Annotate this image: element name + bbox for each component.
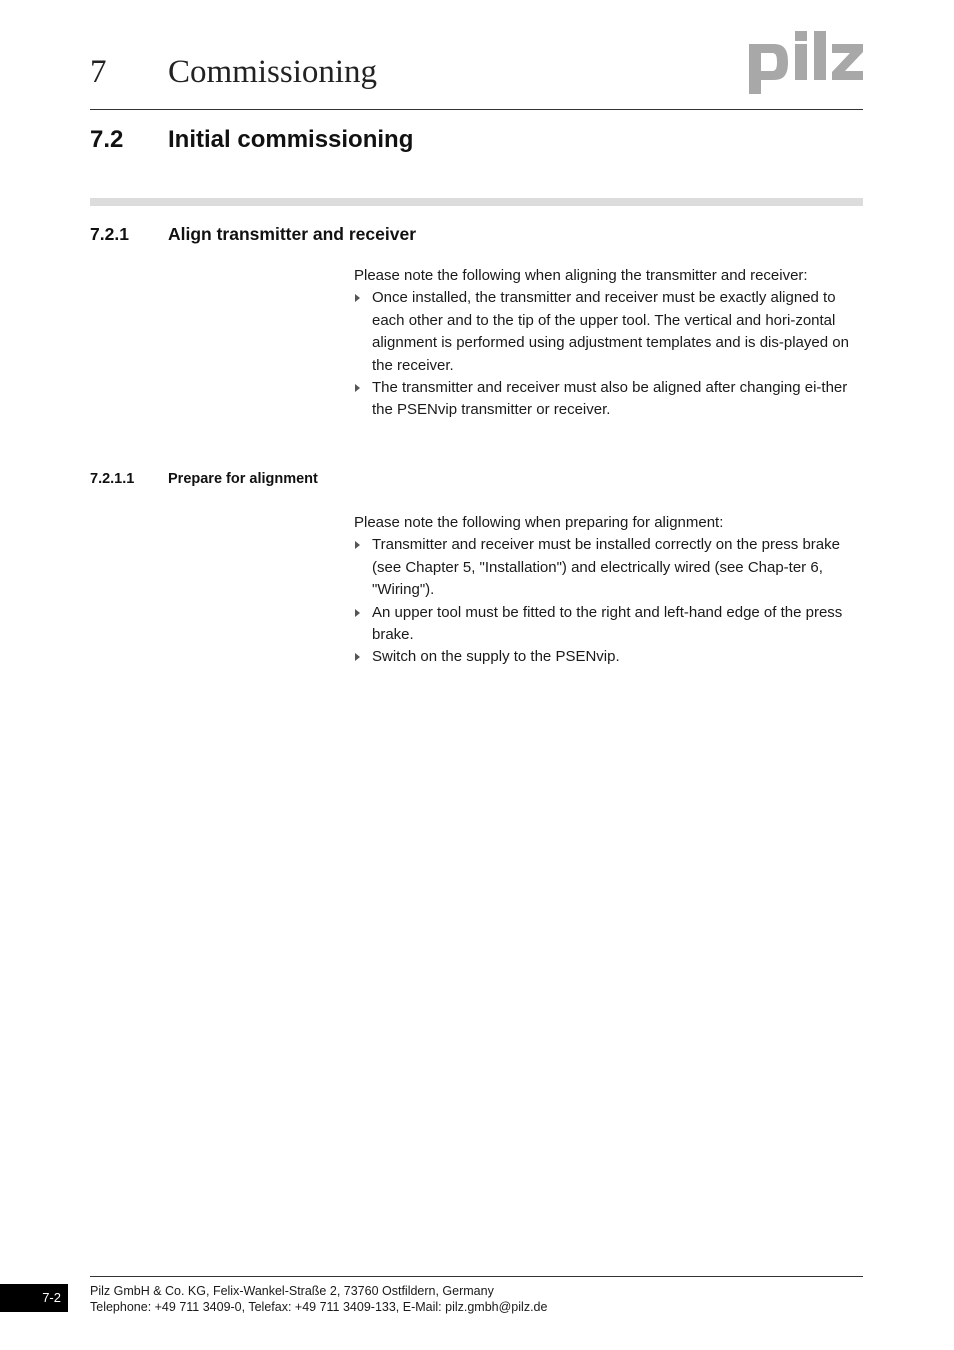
list-item [354, 287, 866, 377]
list-item-text: Once installed, the transmitter and receiver must be exactly aligned to each other and to the tip of the upper tool. The vertical and hori-zontal alignment is performed using adjustment templates and is dis-played on the receiver. [372, 289, 849, 374]
triangle-bullet-icon [355, 609, 360, 617]
chapter-number: 7 [90, 54, 107, 90]
subsection-intro: Please note the following when aligning the transmitter and receiver: [354, 267, 808, 284]
list-item-text: Transmitter and receiver must be installed correctly on the press brake (see Chapter 5, "Installation") and electrically wired (see Chap-ter 6, "Wiring"). [372, 536, 840, 599]
pilz-logo [748, 30, 864, 96]
subsection-title: Align transmitter and receiver [168, 224, 416, 244]
header-rule [90, 109, 863, 110]
list-item-text: An upper tool must be fitted to the right and left-hand edge of the press brake. [372, 603, 843, 644]
triangle-bullet-icon [355, 384, 360, 392]
subsubsection-body [354, 512, 866, 669]
subsubsection-intro: Please note the following when preparing for alignment: [354, 514, 724, 531]
list-item [354, 377, 866, 422]
subsection-number: 7.2.1 [90, 224, 129, 244]
subsection-bullet-list [354, 287, 866, 421]
list-item [354, 534, 866, 601]
footer-contact: Telephone: +49 711 3409-0, Telefax: +49 711 3409-133, E-Mail: pilz.gmbh@pilz.de [90, 1300, 548, 1314]
triangle-bullet-icon [355, 541, 360, 549]
subsection-body [354, 265, 866, 422]
list-item-text: Switch on the supply to the PSENvip. [372, 648, 620, 666]
triangle-bullet-icon [355, 653, 360, 661]
chapter-title: Commissioning [168, 54, 378, 90]
footer-address: Pilz GmbH & Co. KG, Felix-Wankel-Straße 2, 73760 Ostfildern, Germany [90, 1284, 494, 1298]
list-item [354, 602, 866, 647]
subsubsection-number: 7.2.1.1 [90, 471, 135, 487]
section-title: Initial commissioning [168, 126, 414, 153]
section-number: 7.2 [90, 126, 124, 153]
page-number: 7-2 [0, 1284, 68, 1312]
subsubsection-bullet-list [354, 534, 866, 668]
list-item [354, 646, 866, 668]
section-divider-bar [90, 198, 863, 206]
triangle-bullet-icon [355, 294, 360, 302]
subsubsection-title: Prepare for alignment [168, 471, 318, 487]
list-item-text: The transmitter and receiver must also be aligned after changing ei-ther the PSENvip transmitter or receiver. [372, 379, 848, 419]
footer-rule [90, 1276, 863, 1277]
